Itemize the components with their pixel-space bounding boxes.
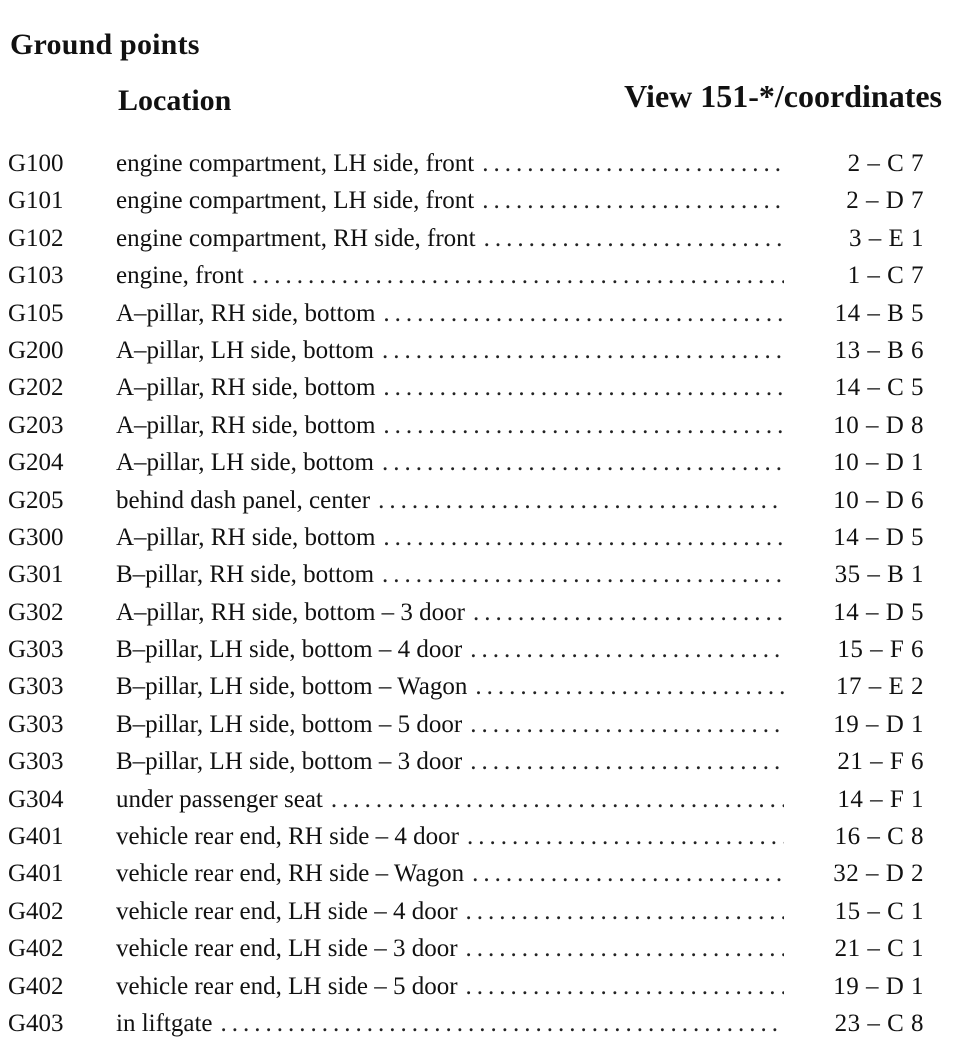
ground-point-code: G303	[8, 748, 64, 776]
table-row	[0, 706, 960, 743]
dot-leader	[484, 220, 784, 257]
view-coordinate: 14 – D 5	[833, 523, 924, 551]
location-leader	[116, 295, 784, 332]
ground-point-code: G401	[8, 860, 64, 888]
location-leader	[116, 893, 784, 930]
view-coordinate: 10 – D 8	[833, 411, 924, 439]
location-leader	[116, 668, 784, 705]
view-coordinate: 14 – C 5	[834, 374, 924, 402]
dot-leader	[470, 631, 784, 668]
dot-leader	[378, 482, 784, 519]
view-coordinate: 19 – D 1	[833, 972, 924, 1000]
view-coordinate: 13 – B 6	[834, 336, 924, 364]
ground-point-code: G105	[8, 299, 64, 327]
location-leader	[116, 519, 784, 556]
ground-point-location: A–pillar, RH side, bottom	[116, 519, 383, 556]
ground-point-code: G100	[8, 150, 64, 177]
ground-point-code: G302	[8, 598, 64, 626]
location-leader	[116, 968, 784, 1005]
location-leader	[116, 369, 784, 406]
ground-point-location: engine compartment, LH side, front	[116, 182, 482, 219]
view-coordinates-column-header: View 151-*/coordinates	[624, 78, 942, 114]
view-coordinate: 14 – F 1	[837, 785, 924, 813]
ground-point-code: G402	[8, 935, 64, 963]
ground-points-list	[0, 145, 960, 1042]
ground-point-location: A–pillar, RH side, bottom	[116, 407, 383, 444]
location-leader	[116, 407, 784, 444]
view-coordinate: 15 – C 1	[834, 897, 924, 925]
ground-point-location: vehicle rear end, LH side – 5 door	[116, 968, 466, 1005]
table-row	[0, 818, 960, 855]
ground-point-code: G204	[8, 449, 64, 477]
table-row	[0, 556, 960, 593]
ground-point-location: vehicle rear end, RH side – 4 door	[116, 818, 467, 855]
ground-point-code: G303	[8, 636, 64, 664]
ground-point-location: in liftgate	[116, 1005, 221, 1042]
ground-point-code: G102	[8, 224, 64, 252]
table-row	[0, 145, 960, 182]
view-coordinate: 23 – C 8	[834, 1009, 924, 1037]
view-coordinate: 1 – C 7	[847, 262, 924, 290]
location-leader	[116, 145, 784, 182]
ground-point-location: behind dash panel, center	[116, 482, 378, 519]
dot-leader	[383, 369, 784, 406]
ground-point-location: A–pillar, RH side, bottom	[116, 369, 383, 406]
view-coordinate: 21 – F 6	[837, 748, 924, 776]
table-row	[0, 444, 960, 481]
ground-point-location: A–pillar, RH side, bottom – 3 door	[116, 594, 473, 631]
view-coordinate: 21 – C 1	[834, 935, 924, 963]
dot-leader	[383, 295, 784, 332]
dot-leader	[383, 519, 784, 556]
dot-leader	[472, 855, 784, 892]
view-coordinate: 14 – D 5	[833, 598, 924, 626]
view-coordinate: 3 – E 1	[848, 224, 924, 252]
ground-point-location: vehicle rear end, RH side – Wagon	[116, 855, 472, 892]
view-coordinate: 10 – D 6	[833, 486, 924, 514]
ground-point-code: G303	[8, 710, 64, 738]
dot-leader	[470, 706, 784, 743]
location-column-header: Location	[118, 84, 232, 117]
dot-leader	[331, 781, 784, 818]
view-coordinate: 17 – E 2	[835, 673, 924, 701]
ground-point-code: G402	[8, 897, 64, 925]
table-row	[0, 1005, 960, 1042]
ground-point-code: G401	[8, 823, 64, 851]
ground-point-location: engine compartment, LH side, front	[116, 145, 482, 182]
table-row	[0, 407, 960, 444]
table-row	[0, 743, 960, 780]
page-title: Ground points	[10, 28, 200, 61]
table-row	[0, 893, 960, 930]
ground-point-code: G203	[8, 411, 64, 439]
ground-point-code: G403	[8, 1009, 64, 1037]
table-row	[0, 369, 960, 406]
location-leader	[116, 220, 784, 257]
table-row	[0, 855, 960, 892]
location-leader	[116, 631, 784, 668]
dot-leader	[482, 182, 784, 219]
ground-point-code: G202	[8, 374, 64, 402]
ground-point-location: under passenger seat	[116, 781, 331, 818]
table-row	[0, 668, 960, 705]
dot-leader	[221, 1005, 785, 1042]
ground-point-location: B–pillar, LH side, bottom – Wagon	[116, 668, 475, 705]
dot-leader	[382, 556, 784, 593]
dot-leader	[382, 332, 784, 369]
dot-leader	[466, 968, 784, 1005]
ground-point-code: G301	[8, 561, 64, 589]
ground-point-location: A–pillar, LH side, bottom	[116, 444, 382, 481]
location-leader	[116, 855, 784, 892]
ground-point-location: B–pillar, LH side, bottom – 4 door	[116, 631, 470, 668]
location-leader	[116, 818, 784, 855]
table-row	[0, 519, 960, 556]
table-row	[0, 631, 960, 668]
ground-point-location: vehicle rear end, LH side – 3 door	[116, 930, 466, 967]
dot-leader	[466, 893, 784, 930]
ground-point-code: G205	[8, 486, 64, 514]
ground-point-location: B–pillar, LH side, bottom – 5 door	[116, 706, 470, 743]
ground-point-code: G300	[8, 523, 64, 551]
ground-point-code: G200	[8, 336, 64, 364]
table-row	[0, 295, 960, 332]
ground-point-location: engine, front	[116, 257, 252, 294]
location-leader	[116, 182, 784, 219]
view-coordinate: 16 – C 8	[834, 823, 924, 851]
location-leader	[116, 482, 784, 519]
table-row	[0, 482, 960, 519]
dot-leader	[382, 444, 784, 481]
table-row	[0, 968, 960, 1005]
ground-point-code: G101	[8, 187, 64, 215]
table-row	[0, 182, 960, 219]
view-coordinate: 15 – F 6	[837, 636, 924, 664]
ground-point-location: engine compartment, RH side, front	[116, 220, 484, 257]
location-leader	[116, 257, 784, 294]
dot-leader	[466, 930, 784, 967]
table-row	[0, 781, 960, 818]
ground-point-location: B–pillar, LH side, bottom – 3 door	[116, 743, 470, 780]
dot-leader	[473, 594, 784, 631]
dot-leader	[475, 668, 784, 705]
location-leader	[116, 781, 784, 818]
dot-leader	[383, 407, 784, 444]
location-leader	[116, 444, 784, 481]
view-coordinate: 19 – D 1	[833, 710, 924, 738]
location-leader	[116, 332, 784, 369]
view-coordinate: 35 – B 1	[834, 561, 924, 589]
dot-leader	[467, 818, 784, 855]
view-coordinate: 10 – D 1	[833, 449, 924, 477]
table-row	[0, 332, 960, 369]
ground-point-code: G402	[8, 972, 64, 1000]
ground-point-location: B–pillar, RH side, bottom	[116, 556, 382, 593]
ground-point-location: A–pillar, LH side, bottom	[116, 332, 382, 369]
ground-point-code: G103	[8, 262, 64, 290]
view-coordinate: 2 – C 7	[847, 150, 924, 177]
dot-leader	[470, 743, 784, 780]
view-coordinate: 14 – B 5	[834, 299, 924, 327]
dot-leader	[482, 145, 784, 182]
location-leader	[116, 743, 784, 780]
ground-point-location: vehicle rear end, LH side – 4 door	[116, 893, 466, 930]
view-coordinate: 2 – D 7	[846, 187, 924, 215]
location-leader	[116, 594, 784, 631]
ground-point-code: G304	[8, 785, 64, 813]
ground-point-location: A–pillar, RH side, bottom	[116, 295, 383, 332]
location-leader	[116, 1005, 784, 1042]
dot-leader	[252, 257, 784, 294]
table-row	[0, 930, 960, 967]
ground-point-code: G303	[8, 673, 64, 701]
table-row	[0, 594, 960, 631]
location-leader	[116, 706, 784, 743]
table-row	[0, 220, 960, 257]
view-coordinate: 32 – D 2	[833, 860, 924, 888]
location-leader	[116, 930, 784, 967]
location-leader	[116, 556, 784, 593]
table-row	[0, 257, 960, 294]
